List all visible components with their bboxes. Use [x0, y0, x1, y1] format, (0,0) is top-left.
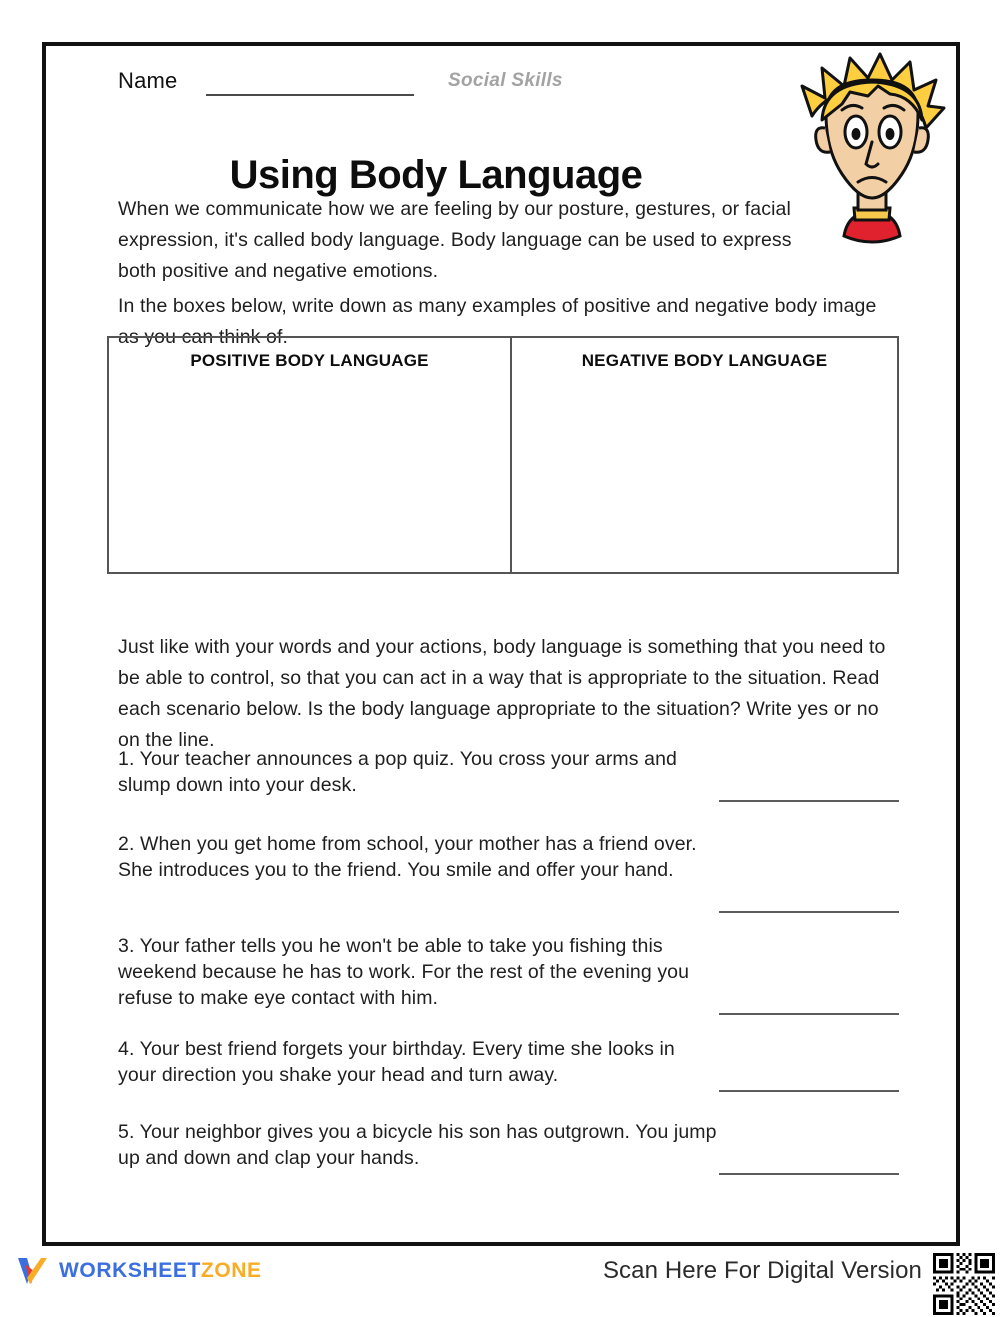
scenario-text-5: 5. Your neighbor gives you a bicycle his son has outgrown. You jump up and down and clap your hands.: [118, 1121, 717, 1169]
answer-line-2[interactable]: [719, 911, 899, 913]
brand-word-zone: ZONE: [200, 1259, 262, 1282]
scenario-text-3: 3. Your father tells you he won't be able to take you fishing this weekend because he has to work. For the rest of the evening you refuse to make eye contact with him.: [118, 935, 690, 1009]
table-column-positive: [109, 338, 512, 572]
writing-area-negative[interactable]: [512, 371, 897, 561]
worksheet-zone-logo[interactable]: [16, 1254, 262, 1288]
column-header-positive: POSITIVE BODY LANGUAGE: [190, 351, 429, 370]
name-input-line[interactable]: [206, 94, 414, 96]
subject-label: Social Skills: [448, 70, 563, 91]
scenario-text-1: 1. Your teacher announces a pop quiz. You cross your arms and slump down into your desk.: [118, 748, 677, 796]
answer-line-3[interactable]: [719, 1013, 899, 1015]
qr-code-icon[interactable]: [931, 1251, 997, 1317]
scan-prompt-text: Scan Here For Digital Version: [602, 1257, 922, 1284]
brand-word-worksheet: WORKSHEET: [59, 1259, 201, 1282]
brainstorm-table: [107, 336, 899, 574]
worksheet-header: [118, 64, 678, 104]
brand-wordmark: [59, 1259, 262, 1283]
answer-line-5[interactable]: [719, 1173, 899, 1175]
name-label: Name: [118, 68, 178, 93]
column-header-negative: NEGATIVE BODY LANGUAGE: [581, 351, 828, 370]
scenario-text-4: 4. Your best friend forgets your birthday. Every time she looks in your direction you shake your head and turn away.: [118, 1038, 675, 1086]
scenario-text-2: 2. When you get home from school, your mother has a friend over. She introduces you to the friend. You smile and offer your hand.: [118, 833, 697, 881]
worksheet-page-border: [42, 42, 960, 1246]
intro-paragraph-2: In the boxes below, write down as many examples of positive and negative body image as you can think of.: [118, 294, 877, 348]
page-title: Using Body Language: [229, 152, 643, 197]
page-footer: [0, 1250, 1000, 1293]
table-column-negative: [512, 338, 897, 572]
brand-checkmark-icon: [16, 1256, 50, 1286]
intro-paragraph-1: When we communicate how we are feeling by our posture, gestures, or facial expression, it's called body language. Body language can be used to express both positive and negative emotions.: [118, 197, 792, 282]
answer-line-4[interactable]: [719, 1090, 899, 1092]
answer-line-1[interactable]: [719, 800, 899, 802]
instructions-paragraph: Just like with your words and your actions, body language is something that you need to be able to control, so that you can act in a way that is appropriate to the situation. Read each scenario below. Is the body language appropriate to the situation? Write yes or no on the line.: [118, 635, 886, 751]
writing-area-positive[interactable]: [109, 371, 510, 561]
